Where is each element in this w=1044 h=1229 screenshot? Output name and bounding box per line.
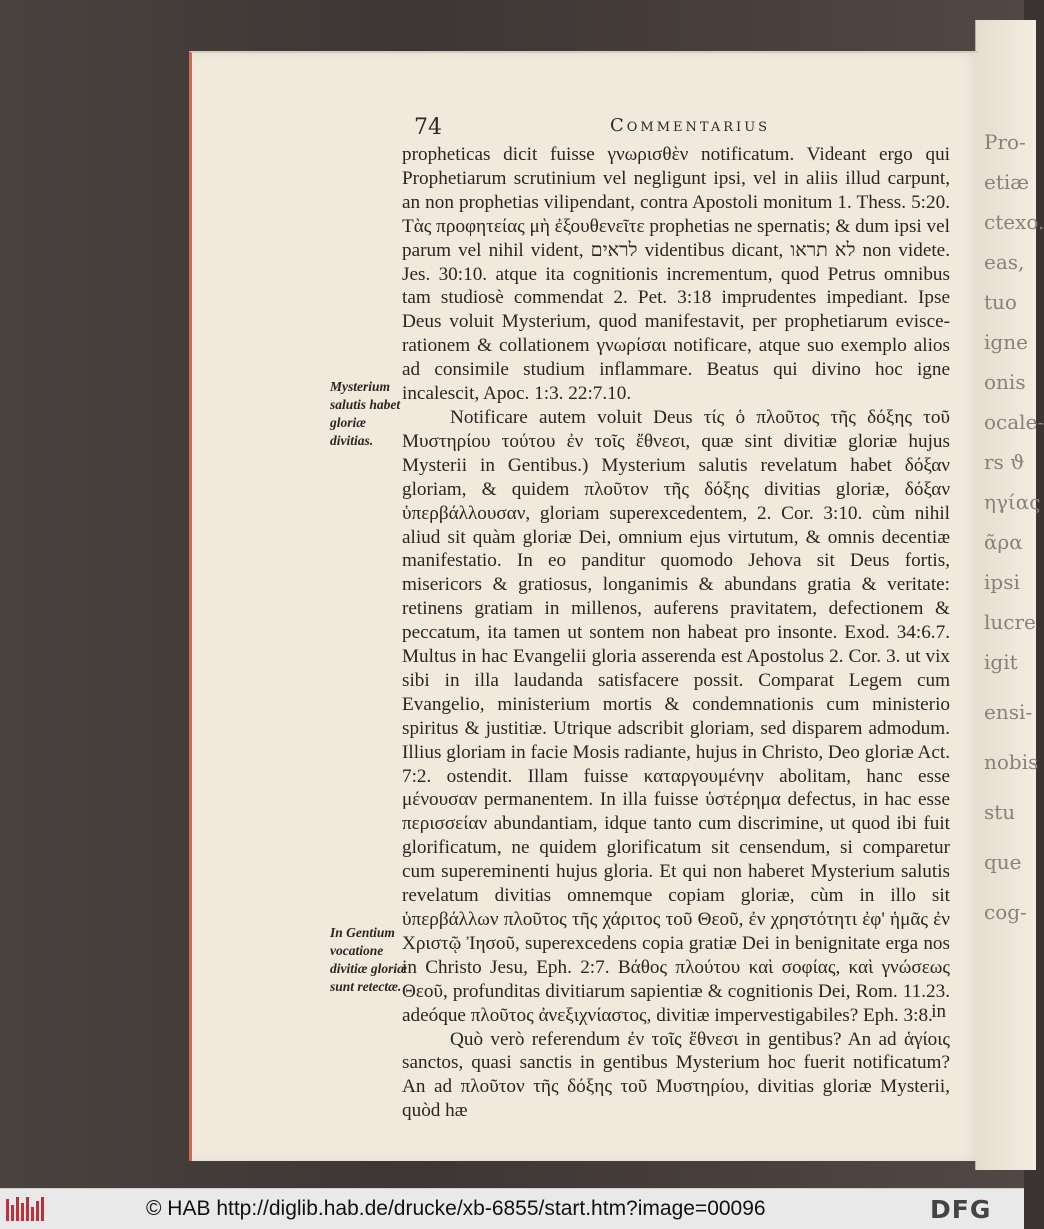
ghost-line: eas,: [984, 250, 1025, 274]
catchword: in: [931, 1001, 946, 1022]
next-page-edge: [975, 20, 1044, 1170]
page-body-text: [402, 143, 950, 1123]
viewer-footer: [0, 1188, 1024, 1229]
ghost-line: igit: [984, 650, 1018, 674]
ghost-line: stu: [984, 800, 1016, 824]
ghost-line: ensi-: [984, 700, 1033, 724]
hab-logo-icon[interactable]: [6, 1197, 46, 1221]
running-head: Commentarius: [610, 115, 771, 136]
paragraph: Quò verò referendum ἐν τοῖς ἔθνεσι in gentibus? An ad ἁγίοις sanctos, quasi sanctis in gentibus Mysterium hoc fuerit notificatum? An ad πλοῦτον τῆς δόξης τοῦ Μυστηρίου, divitias gloriæ Mysterii, quòd hæ: [402, 1028, 950, 1122]
book-page: [189, 51, 978, 1161]
ghost-line: ᾶρα: [984, 530, 1023, 554]
margin-note: In Gentium vocatione divitiæ gloriæ sunt retectæ.: [330, 925, 407, 994]
ghost-line: etiæ: [984, 170, 1030, 194]
paragraph: propheticas dicit fuisse γνωρισθὲν notificatum. Videant ergo qui Prophetiarum scrutinium vel negligunt ipsi, vel in aliis illud carpunt, an non prophetias vilipendant, contra Apostoli monitum 1. Thess. 5:20. Τὰς προφητείας μὴ ἐξουθενεῖτε prophetias ne spernatis; & dum ipsi vel parum vel nihil vident, לראים videntibus dicant, לא תראו non videte. Jes. 30:10. atque ita cognitionis incrementum, quod Petrus omnibus tam studiosè commendat 2. Pet. 3:18 imprudentes impediant. Ipse Deus voluit Mysterium, quod manifestavit, per prophetiarum eviscerationem & collationem γνωρίσαι notificare, atque suo exemplo alios ad consimile studium inflammare. Beatus qui divino hoc igne incalescit, Apoc. 1:3. 22:7.10.: [402, 144, 950, 405]
paragraph: Notificare autem voluit Deus τίς ὁ πλοῦτος τῆς δόξης τοῦ Μυστηρίου τούτου ἐν τοῖς ἔθνεσι, quæ sint divitiæ gloriæ hujus Mysterii in Gentibus.) Mysterium salutis revelatum habet δόξαν gloriam, & quidem πλοῦτον τῆς δόξης divitias gloriæ, δόξαν ὑπερβάλλουσαν, gloriam superexcedentem, 2. Cor. 3:10. cùm nihil aliud sit quàm gloriæ Dei, omnium ejus virtutum, & omnis decentiæ manifestatio. In eo panditur quomodo Jehova sit Deus fortis, misericors & gratiosus, longanimis & abundans gratia & veritate: retinens gratiam in millenos, auferens pravitatem, defectionem & peccatum, ita tamen ut sontem non habeat pro insonte. Exod. 34:6.7. Multus in hac Evangelii gloria asserenda est Apostolus 2. Cor. 3. ut vix sibi in illa laudanda satisfacere possit. Comparat Legem cum Evangelio, ministerium mortis & condemnationis cum ministerio spiritus & justitiæ. Utrique adscribit gloriam, sed disparem admodum. Illius gloriam in facie Mosis radiante, hujus in Christo, Deo gloriæ Act. 7:2. ostendit. Illam fuisse καταργουμένην abolitam, hanc esse μένουσαν permanentem. In illa fuisse ὑστέρημα defectus, in hac esse περισσείαν abundantiam, idque tanto cum discrimine, ut quod ibi fuit glorificatum, ne quidem glorificatum sit censendum, si comparetur cum supereminenti hujus gloria. Et qui non haberet Mysterium salutis revelatum divitias omnemque copiam gloriæ, cùm in illo sit ὑπερβάλλων πλοῦτος τῆς χάριτος τοῦ Θεοῦ, ἐν χρηστότητι ἐφ' ἡμᾶς ἐν Χριστῷ Ἰησοῦ, superexcedens copia gratiæ Dei in benignitate erga nos in Christo Jesu, Eph. 2:7. Βάθος πλούτου καὶ σοφίας, καὶ γνώσεως Θεοῦ, profunditas divitiarum sapientiæ & cognitionis Dei, Rom. 11.23. adeóque πλοῦτος ἀνεξιχνίαστος, divitiæ impervestigabiles? Eph. 3:8.: [402, 406, 950, 1026]
ghost-line: ipsi: [984, 570, 1020, 594]
ghost-line: nobis: [984, 750, 1039, 774]
ghost-line: que: [984, 850, 1022, 874]
copyright-link[interactable]: © HAB http://diglib.hab.de/drucke/xb-6855/start.htm?image=00096: [146, 1197, 766, 1220]
ghost-line: igne: [984, 330, 1028, 354]
ghost-line: ctexo.: [984, 210, 1044, 234]
ghost-line: cog-: [984, 900, 1027, 924]
margin-note: Mysterium salutis habet gloriæ divitias.: [330, 379, 401, 448]
ghost-line: onis: [984, 370, 1026, 394]
page-header: [192, 115, 978, 145]
ghost-line: ocale-: [984, 410, 1044, 434]
ghost-line: rs ϑ: [984, 450, 1025, 474]
ghost-line: tuo: [984, 290, 1017, 314]
ghost-line: Pro-: [984, 130, 1026, 154]
ghost-line: ηγίας: [984, 490, 1041, 514]
dfg-logo-icon[interactable]: DFG: [930, 1195, 992, 1224]
ghost-line: lucre: [984, 610, 1036, 634]
page-number: 74: [414, 115, 442, 140]
